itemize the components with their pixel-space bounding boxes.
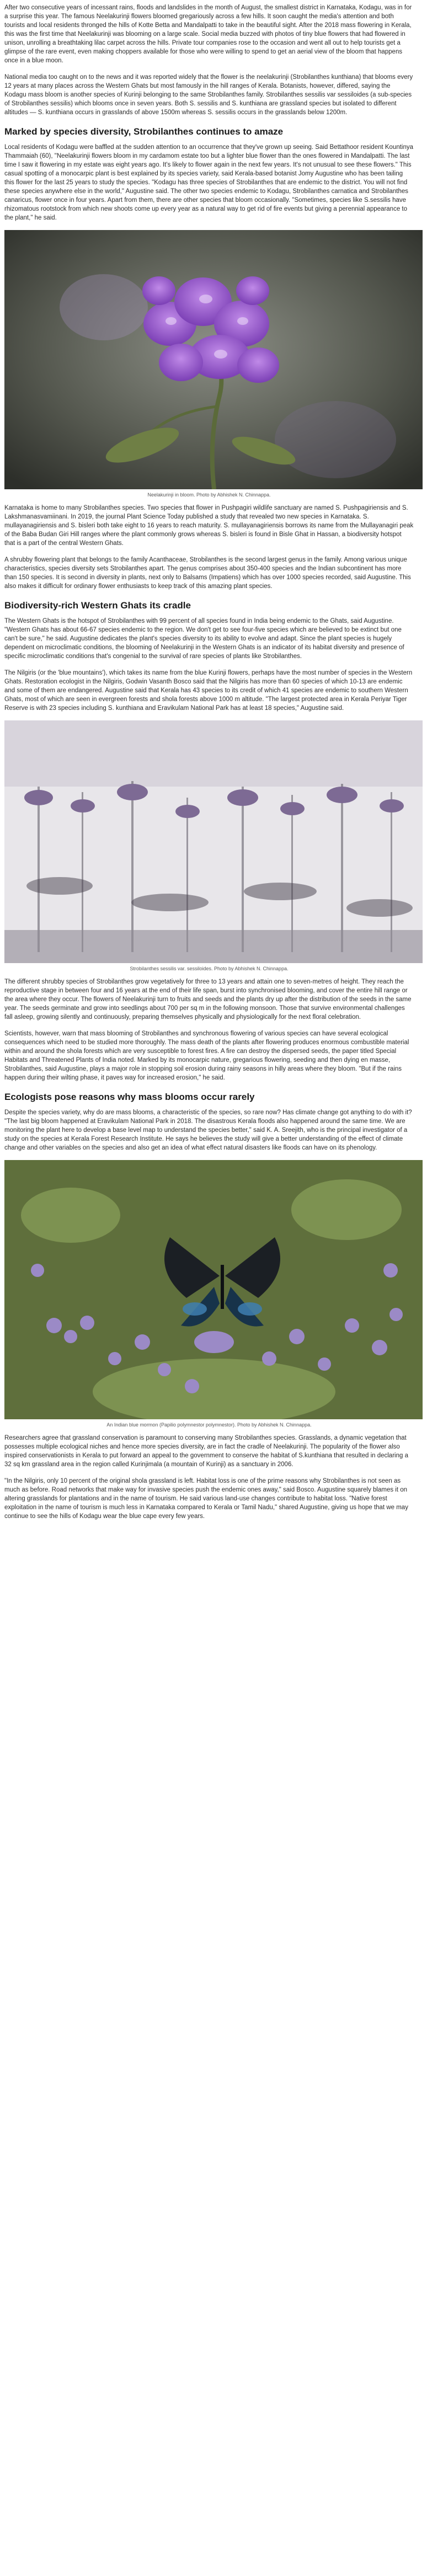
figure-caption: Strobilanthes sessilis var. sessiloides. Photo by Abhishek N. Chinnappa. [130,966,289,971]
paragraph-life-cycle: The different shrubby species of Strobilanthes grow vegetatively for three to 13 years and attain one to seven-metres of height. They reach the reproductive stage in between four and 16 years at the end of their life span, burst into synchronised blooming, and cover the entire hill range or the area where they occur. The flowers of Neelakurinji turn to fruits and seeds and the plants dry up after the distribution of the seeds in the same year. The seeds germinate and grow into seedlings about 700 per sq m in the following monsoon. Those that survive environmental challenges fall asleep, growing silently and continuously, preparing themselves physically and physiologically for the next floral celebration. [4,979,412,1020]
paragraph-intro: After two consecutive years of incessant rains, floods and landslides in the month of August, the smallest district in Karnataka, Kodagu, was in for a surprise this year. The famous Neelakurinji flowers bloomed gregariously across a few hills. It soon caught the media's attention and both tourists and local residents thronged the hills of Kotte Betta and Mandalpatti to take in the beautiful sight. After the 2018 mass flowering in Kerala, this was the first time that Neelakurinji was blooming on a large scale. Social media buzzed with photos of tiny blue flowers that had flowered in unison, unrolling a breathtaking lilac carpet across the hills. Private tour companies rose to the occasion and went all out to help tourists get a glimpse of the rare event, even making choppers available for those who were willing to spend to get an aerial view of the bloom that happens once in a blue moon. [4,4,412,64]
figure-neelakurinji-bloom [4,230,414,498]
paragraph-karnataka-species: Karnataka is home to many Strobilanthes species. Two species that flower in Pushpagiri wildlife sanctuary are named S. Pushpagiriensis and S. Lakshmanasvamiinani. In 2019, the journal Plant Science Today published a study that revealed two new species in Karnataka. S. mullayanagiriensis and S. bisleri both take eight to 16 years to reach maturity. S. mullayanagiriensis borrows its name from the Mullayanagiri peak of the Baba Budan Giri Hill ranges where the plant commonly grows whereas S. bisleri is found in Bisle Ghat in Hassan, a biodiversity hotspot that is a part of the central Western Ghats. [4,505,414,547]
section-heading-species-diversity: Marked by species diversity, Strobilanthes continues to amaze [4,126,284,137]
paragraph-acanthaceae: A shrubby flowering plant that belongs to the family Acanthaceae, Strobilanthes is the second largest genus in the family. Among various unique characteristics, species diversity sets Strobilanthes apart. The genus comprises about 350-400 species and the Indian subcontinent has more than 150 species. It is second in diversity in plants, next only to Balsams (Impatiens) which has over 1000 species recorded, said Augustine. This also makes it difficult for ordinary flower enthusiasts to keep track of this amazing plant species. [4,557,411,590]
photo-blue-mormon [4,1160,423,1419]
paragraph-habitat-loss: "In the Nilgiris, only 10 percent of the original shola grassland is left. Habitat loss is one of the prime reasons why Strobilanthes is not seen as much as before. Road networks that make way for invasive species push the endemic ones away," said Bosco. Augustine squarely blames it on altering grasslands for plantations and in the name of tourism. He said various land-use changes contribute to habitat loss. "Native forest exploitation in the name of tourism is much less in Karnataka compared to Kerala or Tamil Nadu," shared Augustine, giving us hope that we may continue to see the hills of Kodagu wear the blue cape every few years. [4,1478,408,1520]
paragraph-species-id: National media too caught on to the news and it was reported widely that the flower is the neelakurinji (Strobilanthes kunthiana) that blooms every 12 years at many places across the Western Ghats but most famously in the hill ranges of Kerala. Botanists, however, differed, saying the Kodagu mass bloom is another species of Kurinji belonging to the same Strobilanthes family. Strobilanthes sessilis var sessiloides (a sub-species of Strobilanthes sessilis) which blooms once in seven years. Both S. sessilis and S. kunthiana are grassland species but isolated to different altitudes — S. kunthiana occurs in grasslands of above 1500m whereas S. sessilis occurs in the grasslands below 1200m. [4,74,413,116]
paragraph-grassland-conservation: Researchers agree that grassland conservation is paramount to conserving many Strobilanthes species. Grasslands, a dynamic vegetation that possesses multiple ecological niches and hence more species diversity, are in fact the cradle of Neelakurinji. The popularity of the flower also inspired conservationists in Kerala to put forward an appeal to the government to conserve the habitat of S.kunthiana that resulted in declaring a 32 sq km grassland area in the region called Kurinjimala (a mountain of Kurinji) as a sanctuary in 2006. [4,1435,408,1468]
photo-sessilis [4,720,423,963]
paragraph-western-ghats-hotspot: The Western Ghats is the hotspot of Strobilanthes with 99 percent of all species found in India being endemic to the Ghats, said Augustine. "Western Ghats has about 66-67 species endemic to the region. We don't get to see four-five species which are believed to be extinct but one can't be sure," he said. Augustine dedicates the plant's species diversity to its ability to evolve and adapt. Since the plant species is hugely dependent on microclimatic conditions, the blooming of Neelakurinji in the Western Ghats is an indicator of its habitat diversity and presence of specific microclimatic conditions that's congenial to the survival of rare species of plants like Strobilanthes. [4,618,404,660]
figure-blue-mormon [4,1160,414,1428]
paragraph-climate-change: Despite the species variety, why do are mass blooms, a characteristic of the species, so rare now? Has climate change got anything to do with it? "The last big bloom happened at Eravikulam National Park in 2018. The disastrous Kerala floods also happened around the same time. We are monitoring the plant here to develop a base level map to understand the species better," said K. A. Sreejith, who is the principal investigator of a study on the species at Kerala Forest Research Institute. He says he believes the study will give a better understanding of the effect of climate change and other variables on the species and also get an idea of what effect natural disasters like floods can have on its phenology. [4,1109,412,1151]
section-heading-mass-blooms: Ecologists pose reasons why mass blooms occur rarely [4,1092,255,1102]
figure-sessilis [4,720,414,972]
section-heading-western-ghats: Biodiversity-rich Western Ghats its cradle [4,600,191,611]
paragraph-ecological-consequences: Scientists, however, warn that mass blooming of Strobilanthes and synchronous flowering of various species can have several ecological consequences which need to be studied more thoroughly. The mass death of the plants after flowering produces enormous combustible material within and around the shola forests which are very susceptible to forest fires. A fire can destroy the dispersed seeds, the paper titled Special Habitats and Threatened Plants of India noted. Marked by its monocarpic nature, gregarious flowering, seeding and then dying en masse, Strobilanthes, said Augustine, plays a major role in stopping soil erosion during rainy seasons in hilly areas where they bloom. "But if the rains happen during their wilting phase, it paves way for increased erosion," he said. [4,1030,409,1081]
photo-neelakurinji [4,230,423,489]
figure-caption: An Indian blue mormon (Papilio polymnestor polymnestor). Photo by Abhishek N. Chinnappa. [106,1422,312,1428]
figure-caption: Neelakurinji in bloom. Photo by Abhishek N. Chinnappa. [147,492,271,498]
paragraph-nilgiris: The Nilgiris (or the 'blue mountains'), which takes its name from the blue Kurinji flowers, perhaps have the most number of species in the Western Ghats. Restoration ecologist in the Nilgiris, Godwin Vasanth Bosco said that the Nilgiris has more than 60 species of which 10-13 are endemic and some of them are endangered. Augustine said that Kerala has 43 species to its credit of which 41 species are endemic to southern Western Ghats, most of which are seen in evergreen forests and shola forests above 1000 m altitude. "The largest protected area in Kerala Periyar Tiger Reserve is with 23 species including S. kunthiana and Eravikulam National Park has at least 18 species," Augustine said. [4,670,413,712]
paragraph-local-residents: Local residents of Kodagu were baffled at the sudden attention to an occurrence that they've grown up seeing. Said Bettathoor resident Kountinya Thammaiah (60), "Neelakurinji flowers bloom in my cardamom estate too but a lighter blue flower than the ones flowered in Mandalpatti. The last time I saw it flowering in my estate was eight years ago. It's likely to flower again in the next few years. It's not unusual to see these flowers." This casual spotting of a monocarpic plant is best explained by its species variety, said Kerala-based botanist Jomy Augustine who has been tailing this flower for the last 25 years to study the species. "Kodagu has three species of Strobilanthes that are endemic to the district. You will not find these species anywhere else in the world," Augustine said. The other two species endemic to Kodagu, Strobilanthes carnatica and Strobilanthes canaricus, flower once in four years. Apart from them, there are other species that bloom occasionally. "Sometimes, species like S.sessilis have rhizomatous rootstock from which new shoots come up every year as a natural way to get rid of fire events but giving a perennial appearance to the plant," he said. [4,144,414,221]
